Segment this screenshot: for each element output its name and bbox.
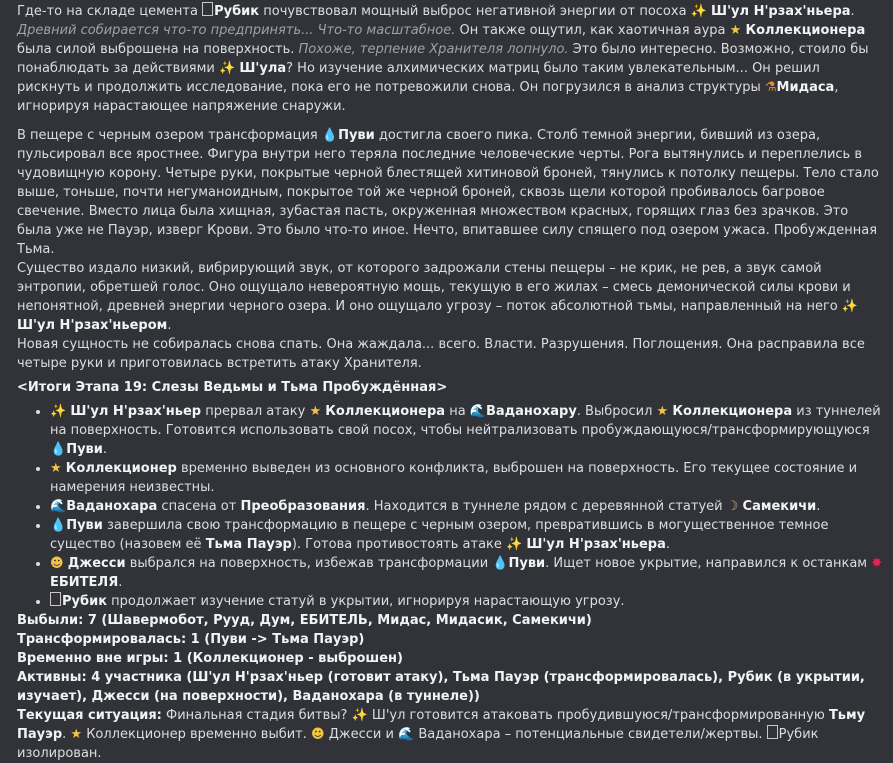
text: ? Но изучение алхимических матриц было таким увлекательным... Он решил рискнуть и продолжить исследование, пока его не потревожили снова. Он погрузился в анализ структуры: [17, 61, 820, 95]
text: спасена от: [157, 499, 241, 514]
name-shul: Ш'ул Н'рзах'ньера: [711, 4, 851, 19]
name-shul: Ш'ул Н'рзах'ньера: [526, 537, 666, 552]
stage-heading: <Итоги Этапа 19: Слезы Ведьмы и Тьма Пробуждённая>: [17, 380, 448, 395]
name-samekichi: Самекичи: [742, 499, 817, 514]
text: из туннелей на поверхность. Готовится использовать свой посох, чтобы нейтрализовать пробуждающуюся/трансформирующуюся: [50, 404, 881, 438]
name-collector: Коллекционера: [672, 404, 793, 419]
star-icon: ★: [50, 461, 62, 476]
text: была силой выброшена на поверхность.: [17, 42, 299, 57]
paragraph-new-entity: Новая сущность не собиралась снова спать. Она жаждала... всего. Власти. Разрушения. Поглощения. Она расправила все четыре руки и приготовилась встретить атаку Хранителя.: [17, 337, 865, 371]
list-item: [50, 459, 883, 497]
text: . Находится в туннеле рядом с деревянной статуей: [365, 499, 727, 514]
name-puvi: Пуви: [508, 556, 546, 571]
name-vadanohara: Ваданохара: [66, 499, 158, 514]
text: на: [445, 404, 470, 419]
star-icon: ★: [309, 404, 322, 419]
text: .: [118, 575, 123, 590]
summary-temporarily-out: Временно вне игры: 1 (Коллекционер - выброшен): [17, 651, 403, 666]
missing-glyph-icon: [50, 592, 61, 606]
list-item: [50, 402, 883, 459]
star-icon: ★: [656, 404, 669, 419]
list-item: [50, 554, 883, 592]
blood-drop-icon: 💧: [321, 128, 339, 143]
missing-glyph-icon: [767, 725, 778, 739]
text: В пещере с черным озером трансформация: [17, 128, 322, 143]
missing-glyph-icon: [202, 2, 213, 16]
name-transformation: Преобразования: [240, 499, 366, 514]
wave-icon: 🌊: [469, 404, 486, 419]
name-shul: Ш'ул Н'рзах'ньером: [17, 318, 168, 333]
summary-out: Выбыли: 7 (Шавермобот, Рууд, Дум, ЕБИТЕЛЬ, Мидас, Мидасик, Самекичи): [17, 613, 592, 628]
text: .: [816, 499, 821, 514]
sparkles-icon: ✨: [841, 299, 859, 314]
text: Это было интересно. Возможно, стоило бы понаблюдать за действиями: [17, 42, 869, 76]
name-rubik: Рубик: [62, 594, 108, 609]
star-icon: ★: [729, 23, 742, 38]
name-shul: Ш'ула: [239, 61, 287, 76]
name-midas: Мидаса: [776, 80, 835, 95]
paragraph-rubik: [17, 2, 883, 116]
name-collector: Коллекционера: [745, 23, 866, 38]
wave-icon: 🌊: [50, 499, 67, 514]
name-collector: Коллекционер: [65, 461, 177, 476]
text: Джесси и: [324, 727, 399, 742]
summary-current-situation: [17, 706, 883, 763]
text: Финальная стадия битвы?: [161, 708, 352, 723]
name-jessi: Джесси: [67, 556, 126, 571]
list-item: [50, 592, 883, 611]
moon-icon: ☽: [726, 499, 739, 514]
sparkles-icon: ✨: [351, 708, 368, 723]
name-dark-power: Тьма Пауэр: [205, 537, 292, 552]
text: завершила свою трансформацию в пещере с черным озером, превратившись в могущественное темное существо (назовем её: [50, 518, 829, 552]
text: . Ищет новое укрытие, направился к останкам: [545, 556, 872, 571]
text: Он также ощутил, как хаотичная аура: [455, 23, 730, 38]
midas-icon: ⚗: [764, 80, 777, 95]
text: продолжает изучение статуй в укрытии, игнорируя нарастающую угрозу.: [107, 594, 625, 609]
paragraph-creature: [17, 259, 883, 335]
summary-transformed: Трансформировалась: 1 (Пуви -> Тьма Пауэр): [17, 632, 365, 647]
text: .: [665, 537, 671, 552]
blood-drop-icon: 💧: [492, 556, 509, 571]
face-icon: ☻: [311, 727, 325, 742]
name-puvi: Пуви: [338, 128, 375, 143]
sparkles-icon: ✨: [690, 4, 707, 19]
explosion-icon: ✸: [871, 556, 883, 571]
text: Ш'ул готовится атаковать пробудившуюся/трансформированную: [367, 708, 829, 723]
paragraph-transformation: [17, 126, 883, 259]
text: . Выбросил: [576, 404, 657, 419]
blood-drop-icon: 💧: [50, 518, 67, 533]
summary-list: [17, 402, 883, 611]
italic-thought: Древний собирается что-то предпринять... Что-то масштабное.: [17, 23, 456, 38]
name-vadanohara: Ваданохару: [485, 404, 577, 419]
text: Где-то на складе цемента: [17, 4, 203, 19]
text: ). Готова противостоять атаке: [291, 537, 507, 552]
summary-active: Активны: 4 участника (Ш'ул Н'рзах'ньер (готовит атаку), Тьма Пауэр (трансформировалась), Рубик (в укрытии, изучает), Джесси (на поверхности), Ваданохара (в туннеле)): [17, 670, 865, 704]
text: Рубик изолирован.: [17, 727, 819, 761]
blood-drop-icon: 💧: [50, 442, 67, 457]
name-puvi: Пуви: [66, 518, 103, 533]
text: .: [850, 4, 855, 19]
text: .: [167, 318, 172, 333]
name-dark-power: Тьму Пауэр: [17, 708, 866, 742]
text: достигла своего пика. Столб темной энергии, бивший из озера, пульсировал все яростнее. Фигура внутри него теряла последние человеческие черты. Рога вытянулись и переплелись в чудовищную корону. Четыре руки, покрытые черной блестящей хитиновой броней, тянулись к потолку пещеры. Тело стало выше, тоньше, почти негуманоидным, покрытое той же черной броней, сквозь щели которой пробивалось багровое свечение. Вместо лица была хищная, зубастая пасть, окруженная множеством красных, горящих глаз без зрачков. Это была уже не Пауэр, изверг Крови. Это было что-то иное. Нечто, впитавшее силу спящего под озером ужаса. Пробужденная Тьма.: [17, 128, 879, 257]
italic-thought: Похоже, терпение Хранителя лопнуло.: [298, 42, 569, 57]
name-ebitel: ЕБИТЕЛЯ: [50, 575, 119, 590]
list-item: [50, 516, 883, 554]
name-shul: Ш'ул Н'рзах'ньер: [70, 404, 202, 419]
label: Текущая ситуация:: [17, 708, 162, 723]
name-puvi: Пуви: [66, 442, 103, 457]
text: Коллекционер временно выбит.: [82, 727, 312, 742]
text: почувствовал мощный выброс негативной энергии от посоха: [259, 4, 691, 19]
text: прервал атаку: [201, 404, 310, 419]
name-collector: Коллекционера: [325, 404, 446, 419]
text: Ваданохара – потенциальные свидетели/жертвы.: [414, 727, 767, 742]
sparkles-icon: ✨: [50, 404, 67, 419]
sparkles-icon: ✨: [506, 537, 523, 552]
text: .: [62, 727, 71, 742]
sparkles-icon: ✨: [219, 61, 236, 76]
text: Существо издало низкий, вибрирующий звук, от которого задрожали стены пещеры – не крик, не рев, а звук самой энтропии, обретшей голос. Оно ощущало невероятную мощь, текущую в его жилах – смесь демонической силы крови и непонятной, древней энергии черного озера. И оно ощущало угрозу – поток абсолютной тьмы, направленный на него: [17, 261, 851, 314]
face-icon: ☻: [50, 556, 64, 571]
text: временно выведен из основного конфликта, выброшен на поверхность. Его текущее состояние и намерения неизвестны.: [50, 461, 858, 495]
list-item: [50, 497, 883, 516]
star-icon: ★: [70, 727, 83, 742]
text: выбрался на поверхность, избежав трансформации: [125, 556, 493, 571]
text: .: [102, 442, 108, 457]
name-rubik: Рубик: [214, 4, 260, 19]
text: , игнорируя нарастающее напряжение снаружи.: [17, 80, 839, 114]
wave-icon: 🌊: [398, 727, 415, 742]
